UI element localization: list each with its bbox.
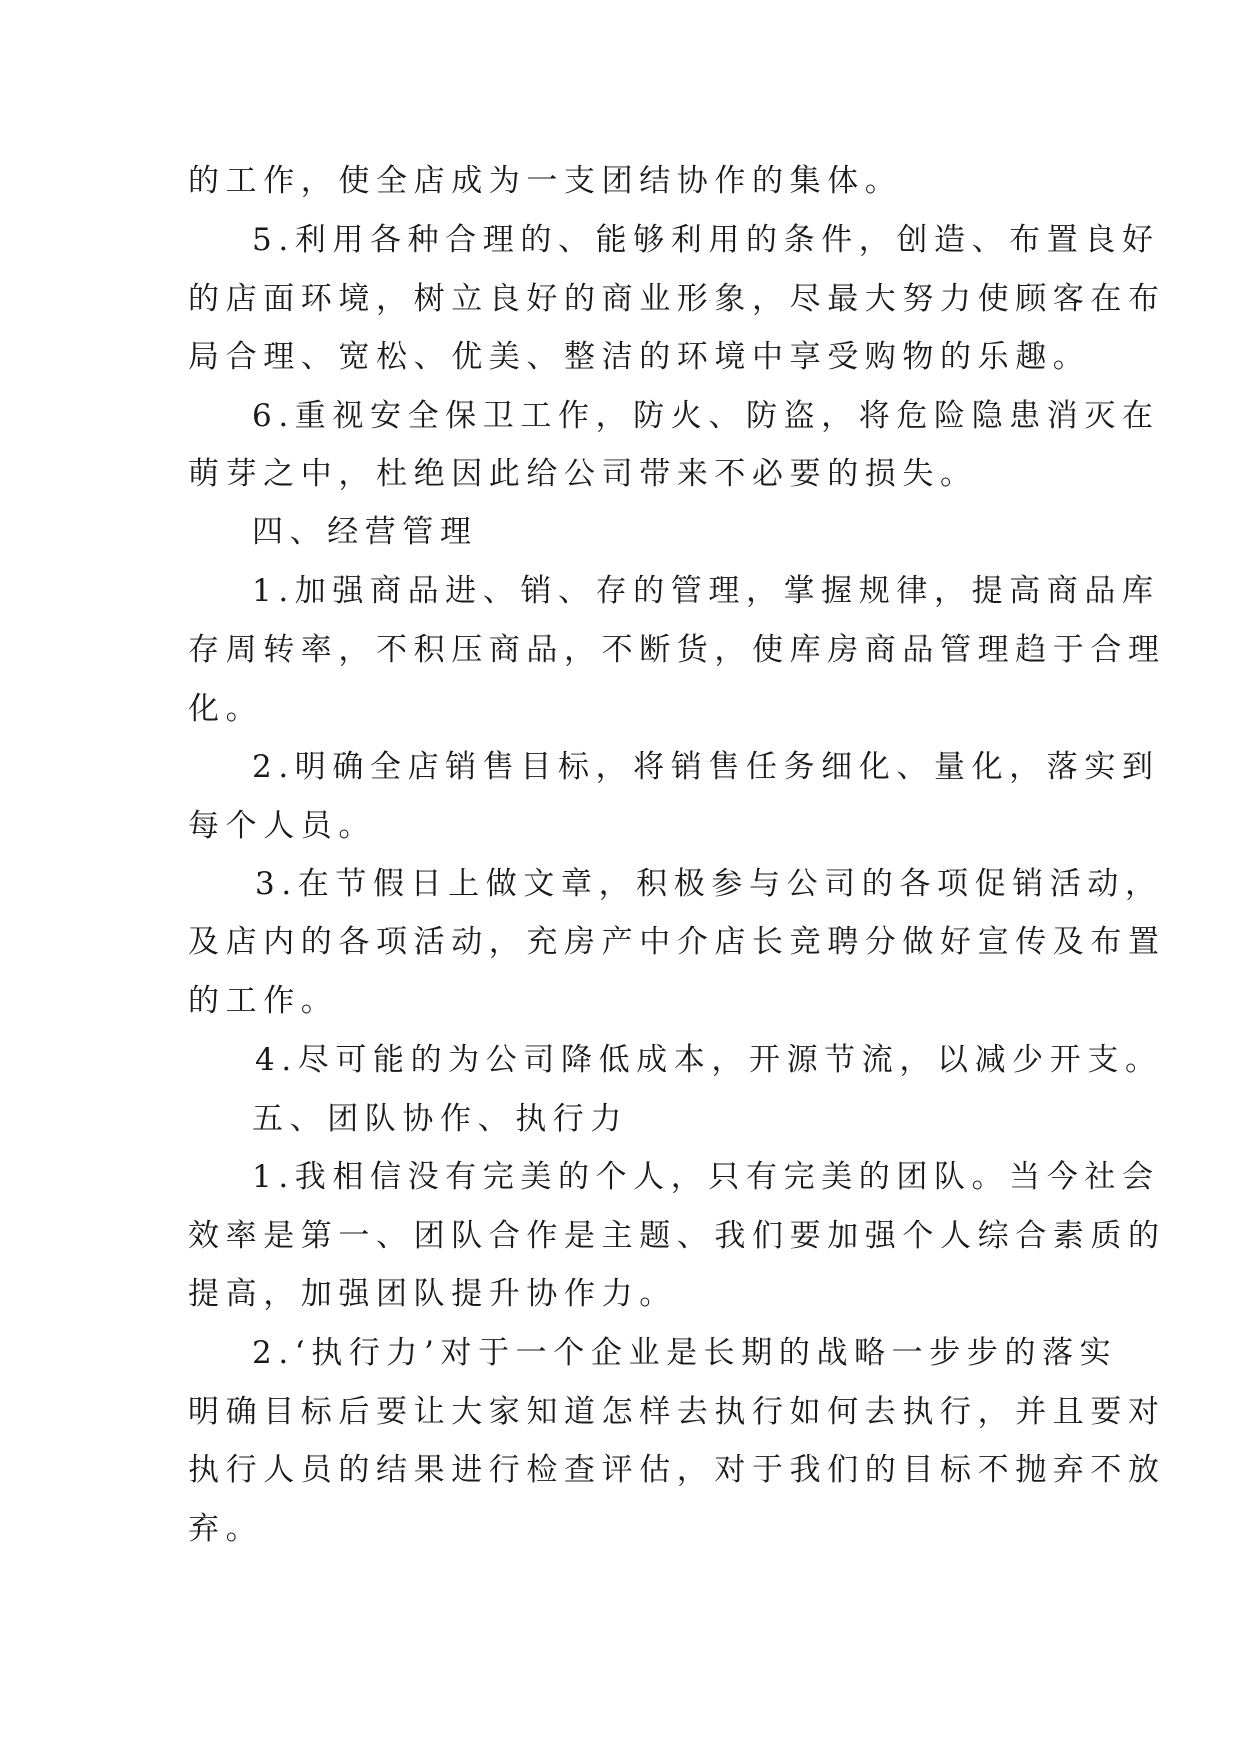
paragraph-line: 及店内的各项活动，充房产中介店长竞聘分做好宣传及布置 <box>188 924 1166 960</box>
section-heading: 五、团队协作、执行力 <box>252 1101 628 1137</box>
paragraph-line: 的工作，使全店成为一支团结协作的集体。 <box>188 163 903 199</box>
list-item-line: 2.‘执行力’对于一个企业是长期的战略一步步的落实 <box>252 1335 1118 1371</box>
section-heading: 四、经营管理 <box>252 514 478 550</box>
paragraph-line: 化。 <box>188 691 264 727</box>
paragraph-line: 的店面环境，树立良好的商业形象，尽最大努力使顾客在布 <box>188 281 1166 317</box>
paragraph-line: 每个人员。 <box>188 808 376 844</box>
paragraph-line: 存周转率，不积压商品，不断货，使库房商品管理趋于合理 <box>188 632 1166 668</box>
paragraph-line: 执行人员的结果进行检查评估，对于我们的目标不抛弃不放 <box>188 1452 1166 1488</box>
list-item-line: 5.利用各种合理的、能够利用的条件，创造、布置良好 <box>252 222 1160 258</box>
list-item-line: 2.明确全店销售目标，将销售任务细化、量化，落实到 <box>252 749 1160 785</box>
paragraph-line: 提高，加强团队提升协作力。 <box>188 1276 677 1312</box>
paragraph-line: 效率是第一、团队合作是主题、我们要加强个人综合素质的 <box>188 1218 1166 1254</box>
paragraph-line: 萌芽之中，杜绝因此给公司带来不必要的损失。 <box>188 456 978 492</box>
list-item-line: 1.加强商品进、销、存的管理，掌握规律，提高商品库 <box>252 573 1160 609</box>
paragraph-line: 的工作。 <box>188 983 339 1019</box>
list-item-line: 1.我相信没有完美的个人，只有完美的团队。当今社会 <box>252 1159 1160 1195</box>
list-item-line: 4.尽可能的为公司降低成本，开源节流，以减少开支。 <box>255 1042 1163 1078</box>
list-item-line: 3.在节假日上做文章，积极参与公司的各项促销活动， <box>255 866 1163 902</box>
paragraph-line: 明确目标后要让大家知道怎样去执行如何去执行，并且要对 <box>188 1394 1166 1430</box>
paragraph-line: 局合理、宽松、优美、整洁的环境中享受购物的乐趣。 <box>188 339 1091 375</box>
paragraph-line: 弃。 <box>188 1511 264 1547</box>
list-item-line: 6.重视安全保卫工作，防火、防盗，将危险隐患消灭在 <box>252 398 1160 434</box>
